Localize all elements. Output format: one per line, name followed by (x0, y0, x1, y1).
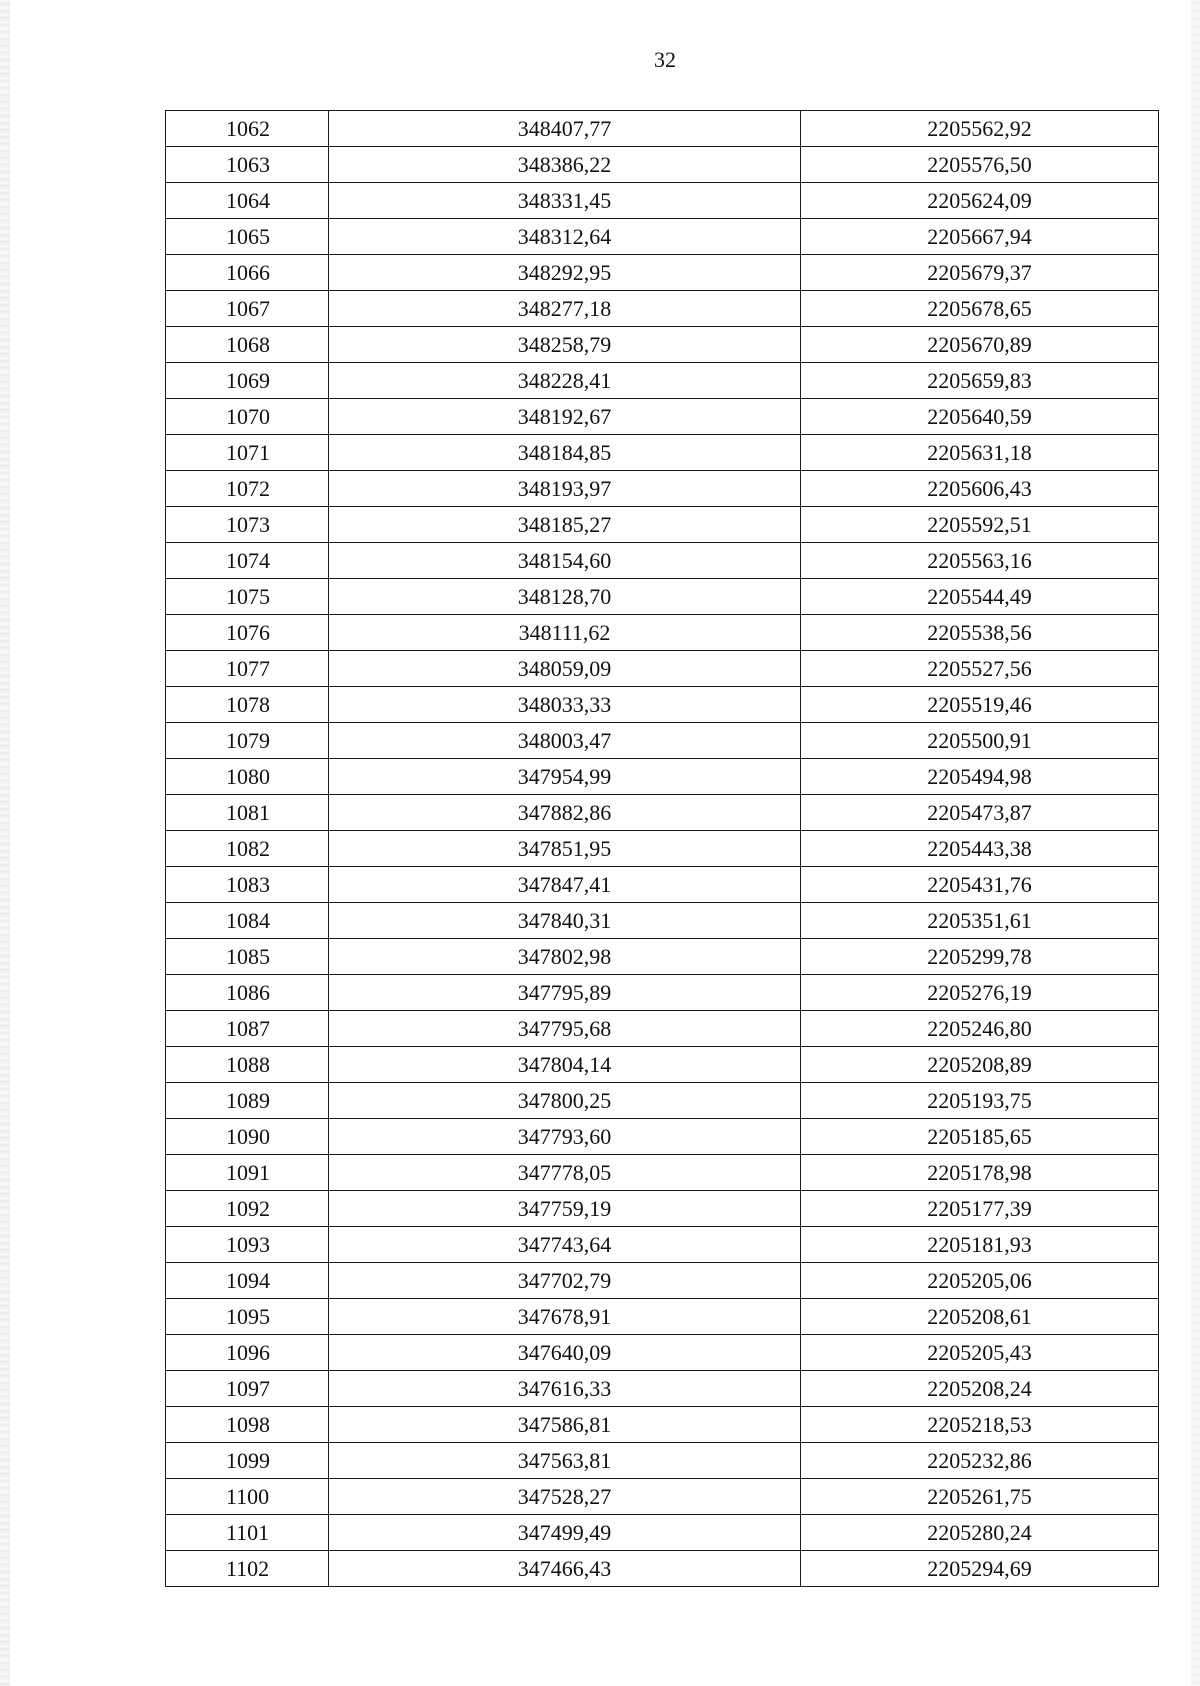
table-row (166, 759, 1159, 795)
y-coordinate-cell: 2205544,49 (801, 579, 1159, 615)
x-coordinate-cell: 347795,68 (329, 1011, 801, 1047)
table-row (166, 831, 1159, 867)
point-number-cell: 1069 (166, 363, 329, 399)
point-number-cell: 1063 (166, 147, 329, 183)
table-row (166, 579, 1159, 615)
table-row (166, 1263, 1159, 1299)
x-coordinate-cell: 347678,91 (329, 1299, 801, 1335)
y-coordinate-cell: 2205563,16 (801, 543, 1159, 579)
x-coordinate-cell: 347640,09 (329, 1335, 801, 1371)
x-coordinate-cell: 347702,79 (329, 1263, 801, 1299)
table-row (166, 1299, 1159, 1335)
point-number-cell: 1082 (166, 831, 329, 867)
y-coordinate-cell: 2205294,69 (801, 1551, 1159, 1587)
table-row (166, 1227, 1159, 1263)
point-number-cell: 1066 (166, 255, 329, 291)
table-row (166, 1047, 1159, 1083)
point-number-cell: 1077 (166, 651, 329, 687)
point-number-cell: 1089 (166, 1083, 329, 1119)
x-coordinate-cell: 347528,27 (329, 1479, 801, 1515)
table-row (166, 219, 1159, 255)
y-coordinate-cell: 2205218,53 (801, 1407, 1159, 1443)
x-coordinate-cell: 347847,41 (329, 867, 801, 903)
x-coordinate-cell: 348185,27 (329, 507, 801, 543)
x-coordinate-cell: 347795,89 (329, 975, 801, 1011)
x-coordinate-cell: 348407,77 (329, 111, 801, 147)
y-coordinate-cell: 2205606,43 (801, 471, 1159, 507)
x-coordinate-cell: 348111,62 (329, 615, 801, 651)
y-coordinate-cell: 2205500,91 (801, 723, 1159, 759)
y-coordinate-cell: 2205640,59 (801, 399, 1159, 435)
x-coordinate-cell: 347563,81 (329, 1443, 801, 1479)
x-coordinate-cell: 347616,33 (329, 1371, 801, 1407)
table-row (166, 1191, 1159, 1227)
y-coordinate-cell: 2205562,92 (801, 111, 1159, 147)
point-number-cell: 1099 (166, 1443, 329, 1479)
point-number-cell: 1100 (166, 1479, 329, 1515)
x-coordinate-cell: 348292,95 (329, 255, 801, 291)
table-row (166, 1371, 1159, 1407)
table-row (166, 1479, 1159, 1515)
table-row (166, 1083, 1159, 1119)
table-row (166, 723, 1159, 759)
y-coordinate-cell: 2205181,93 (801, 1227, 1159, 1263)
coordinates-table-body (166, 111, 1159, 1587)
y-coordinate-cell: 2205208,89 (801, 1047, 1159, 1083)
x-coordinate-cell: 347802,98 (329, 939, 801, 975)
table-row (166, 615, 1159, 651)
point-number-cell: 1090 (166, 1119, 329, 1155)
y-coordinate-cell: 2205208,61 (801, 1299, 1159, 1335)
y-coordinate-cell: 2205494,98 (801, 759, 1159, 795)
table-row (166, 1443, 1159, 1479)
x-coordinate-cell: 348184,85 (329, 435, 801, 471)
table-row (166, 1011, 1159, 1047)
x-coordinate-cell: 347778,05 (329, 1155, 801, 1191)
point-number-cell: 1093 (166, 1227, 329, 1263)
point-number-cell: 1062 (166, 111, 329, 147)
y-coordinate-cell: 2205592,51 (801, 507, 1159, 543)
point-number-cell: 1064 (166, 183, 329, 219)
point-number-cell: 1070 (166, 399, 329, 435)
y-coordinate-cell: 2205280,24 (801, 1515, 1159, 1551)
x-coordinate-cell: 348154,60 (329, 543, 801, 579)
y-coordinate-cell: 2205276,19 (801, 975, 1159, 1011)
point-number-cell: 1081 (166, 795, 329, 831)
point-number-cell: 1091 (166, 1155, 329, 1191)
y-coordinate-cell: 2205205,06 (801, 1263, 1159, 1299)
point-number-cell: 1097 (166, 1371, 329, 1407)
point-number-cell: 1092 (166, 1191, 329, 1227)
x-coordinate-cell: 348312,64 (329, 219, 801, 255)
y-coordinate-cell: 2205473,87 (801, 795, 1159, 831)
point-number-cell: 1072 (166, 471, 329, 507)
x-coordinate-cell: 347851,95 (329, 831, 801, 867)
point-number-cell: 1073 (166, 507, 329, 543)
x-coordinate-cell: 348033,33 (329, 687, 801, 723)
coordinates-table (165, 110, 1159, 1587)
y-coordinate-cell: 2205431,76 (801, 867, 1159, 903)
table-row (166, 1551, 1159, 1587)
table-row (166, 939, 1159, 975)
table-row (166, 363, 1159, 399)
x-coordinate-cell: 347804,14 (329, 1047, 801, 1083)
y-coordinate-cell: 2205178,98 (801, 1155, 1159, 1191)
table-row (166, 903, 1159, 939)
x-coordinate-cell: 347743,64 (329, 1227, 801, 1263)
y-coordinate-cell: 2205185,65 (801, 1119, 1159, 1155)
y-coordinate-cell: 2205576,50 (801, 147, 1159, 183)
table-row (166, 651, 1159, 687)
point-number-cell: 1096 (166, 1335, 329, 1371)
table-row (166, 147, 1159, 183)
x-coordinate-cell: 347466,43 (329, 1551, 801, 1587)
y-coordinate-cell: 2205670,89 (801, 327, 1159, 363)
x-coordinate-cell: 347800,25 (329, 1083, 801, 1119)
y-coordinate-cell: 2205631,18 (801, 435, 1159, 471)
table-row (166, 255, 1159, 291)
x-coordinate-cell: 348228,41 (329, 363, 801, 399)
y-coordinate-cell: 2205299,78 (801, 939, 1159, 975)
x-coordinate-cell: 348192,67 (329, 399, 801, 435)
table-row (166, 687, 1159, 723)
table-row (166, 435, 1159, 471)
point-number-cell: 1083 (166, 867, 329, 903)
table-row (166, 399, 1159, 435)
point-number-cell: 1078 (166, 687, 329, 723)
table-row (166, 1407, 1159, 1443)
y-coordinate-cell: 2205667,94 (801, 219, 1159, 255)
table-row (166, 507, 1159, 543)
x-coordinate-cell: 348331,45 (329, 183, 801, 219)
table-row (166, 1335, 1159, 1371)
x-coordinate-cell: 347954,99 (329, 759, 801, 795)
y-coordinate-cell: 2205527,56 (801, 651, 1159, 687)
point-number-cell: 1102 (166, 1551, 329, 1587)
point-number-cell: 1101 (166, 1515, 329, 1551)
point-number-cell: 1095 (166, 1299, 329, 1335)
point-number-cell: 1084 (166, 903, 329, 939)
y-coordinate-cell: 2205679,37 (801, 255, 1159, 291)
y-coordinate-cell: 2205246,80 (801, 1011, 1159, 1047)
x-coordinate-cell: 347882,86 (329, 795, 801, 831)
y-coordinate-cell: 2205624,09 (801, 183, 1159, 219)
point-number-cell: 1071 (166, 435, 329, 471)
table-row (166, 291, 1159, 327)
point-number-cell: 1087 (166, 1011, 329, 1047)
y-coordinate-cell: 2205678,65 (801, 291, 1159, 327)
point-number-cell: 1079 (166, 723, 329, 759)
point-number-cell: 1086 (166, 975, 329, 1011)
table-row (166, 1155, 1159, 1191)
table-row (166, 1119, 1159, 1155)
y-coordinate-cell: 2205538,56 (801, 615, 1159, 651)
point-number-cell: 1085 (166, 939, 329, 975)
x-coordinate-cell: 348386,22 (329, 147, 801, 183)
point-number-cell: 1068 (166, 327, 329, 363)
point-number-cell: 1074 (166, 543, 329, 579)
point-number-cell: 1065 (166, 219, 329, 255)
y-coordinate-cell: 2205177,39 (801, 1191, 1159, 1227)
y-coordinate-cell: 2205443,38 (801, 831, 1159, 867)
y-coordinate-cell: 2205232,86 (801, 1443, 1159, 1479)
point-number-cell: 1080 (166, 759, 329, 795)
scan-edge-left (0, 0, 10, 1686)
y-coordinate-cell: 2205208,24 (801, 1371, 1159, 1407)
table-row (166, 1515, 1159, 1551)
table-row (166, 183, 1159, 219)
table-row (166, 867, 1159, 903)
y-coordinate-cell: 2205659,83 (801, 363, 1159, 399)
y-coordinate-cell: 2205261,75 (801, 1479, 1159, 1515)
x-coordinate-cell: 347793,60 (329, 1119, 801, 1155)
y-coordinate-cell: 2205193,75 (801, 1083, 1159, 1119)
scan-edge-right (1191, 0, 1200, 1686)
point-number-cell: 1088 (166, 1047, 329, 1083)
table-row (166, 543, 1159, 579)
table-row (166, 795, 1159, 831)
x-coordinate-cell: 348003,47 (329, 723, 801, 759)
x-coordinate-cell: 347759,19 (329, 1191, 801, 1227)
x-coordinate-cell: 347499,49 (329, 1515, 801, 1551)
x-coordinate-cell: 348277,18 (329, 291, 801, 327)
table-row (166, 327, 1159, 363)
point-number-cell: 1075 (166, 579, 329, 615)
x-coordinate-cell: 347586,81 (329, 1407, 801, 1443)
point-number-cell: 1098 (166, 1407, 329, 1443)
point-number-cell: 1094 (166, 1263, 329, 1299)
table-row (166, 111, 1159, 147)
y-coordinate-cell: 2205519,46 (801, 687, 1159, 723)
table-row (166, 975, 1159, 1011)
y-coordinate-cell: 2205351,61 (801, 903, 1159, 939)
x-coordinate-cell: 348128,70 (329, 579, 801, 615)
y-coordinate-cell: 2205205,43 (801, 1335, 1159, 1371)
page-number: 32 (654, 47, 676, 72)
x-coordinate-cell: 347840,31 (329, 903, 801, 939)
point-number-cell: 1067 (166, 291, 329, 327)
point-number-cell: 1076 (166, 615, 329, 651)
x-coordinate-cell: 348258,79 (329, 327, 801, 363)
table-row (166, 471, 1159, 507)
x-coordinate-cell: 348193,97 (329, 471, 801, 507)
x-coordinate-cell: 348059,09 (329, 651, 801, 687)
